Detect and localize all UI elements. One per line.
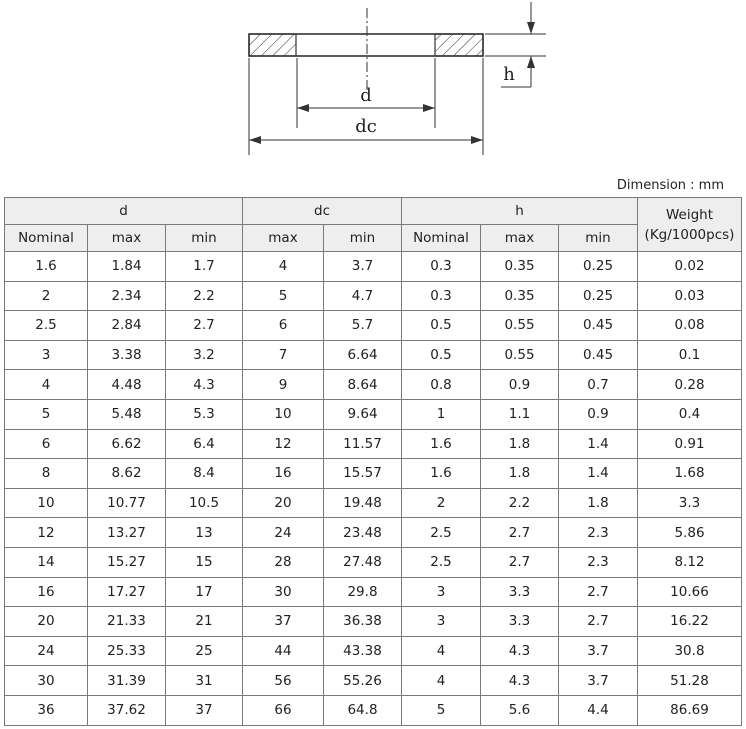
cell-d-nominal: 10 xyxy=(5,488,88,518)
header-h: h xyxy=(402,198,638,225)
cell-d-min: 13 xyxy=(166,518,243,548)
table-row xyxy=(5,370,742,400)
cell-dc-min: 15.57 xyxy=(324,459,402,489)
cell-dc-min: 9.64 xyxy=(324,399,402,429)
cell-dc-min: 29.8 xyxy=(324,577,402,607)
table-row xyxy=(5,281,742,311)
cell-h-max: 0.35 xyxy=(481,281,559,311)
subheader-d-nominal: Nominal xyxy=(5,225,88,252)
cell-h-min: 3.7 xyxy=(559,636,638,666)
cell-d-max: 8.62 xyxy=(88,459,166,489)
cell-weight: 3.3 xyxy=(638,488,742,518)
subheader-d-min: min xyxy=(166,225,243,252)
subheader-h-nominal: Nominal xyxy=(402,225,481,252)
subheader-d-max: max xyxy=(88,225,166,252)
cell-dc-min: 43.38 xyxy=(324,636,402,666)
label-d: d xyxy=(360,85,372,106)
cell-h-max: 0.9 xyxy=(481,370,559,400)
cell-d-nominal: 20 xyxy=(5,607,88,637)
cell-d-nominal: 3 xyxy=(5,340,88,370)
cell-d-nominal: 14 xyxy=(5,547,88,577)
cell-d-nominal: 2.5 xyxy=(5,311,88,341)
cell-h-nominal: 1 xyxy=(402,399,481,429)
washer-dimension-drawing xyxy=(0,0,746,170)
cell-d-max: 1.84 xyxy=(88,252,166,282)
cell-h-nominal: 0.3 xyxy=(402,252,481,282)
table-row xyxy=(5,429,742,459)
cell-dc-max: 28 xyxy=(243,547,324,577)
cell-d-min: 21 xyxy=(166,607,243,637)
cell-h-nominal: 2.5 xyxy=(402,547,481,577)
dimension-unit-note: Dimension : mm xyxy=(616,178,724,193)
cell-h-max: 1.8 xyxy=(481,429,559,459)
cell-weight: 0.03 xyxy=(638,281,742,311)
table-row xyxy=(5,695,742,725)
table-row xyxy=(5,340,742,370)
cell-dc-max: 6 xyxy=(243,311,324,341)
cell-h-nominal: 4 xyxy=(402,666,481,696)
cell-d-max: 2.34 xyxy=(88,281,166,311)
cell-h-max: 2.7 xyxy=(481,547,559,577)
cell-dc-max: 5 xyxy=(243,281,324,311)
cell-h-min: 2.3 xyxy=(559,518,638,548)
cell-h-min: 1.8 xyxy=(559,488,638,518)
table-row xyxy=(5,666,742,696)
cell-weight: 0.02 xyxy=(638,252,742,282)
cell-h-max: 1.8 xyxy=(481,459,559,489)
table-row xyxy=(5,488,742,518)
cell-h-min: 1.4 xyxy=(559,459,638,489)
cell-h-min: 0.25 xyxy=(559,281,638,311)
subheader-h-min: min xyxy=(559,225,638,252)
cell-d-min: 1.7 xyxy=(166,252,243,282)
cell-h-min: 0.45 xyxy=(559,311,638,341)
cell-d-min: 6.4 xyxy=(166,429,243,459)
cell-weight: 1.68 xyxy=(638,459,742,489)
cell-dc-max: 37 xyxy=(243,607,324,637)
cell-h-min: 2.3 xyxy=(559,547,638,577)
cell-dc-min: 19.48 xyxy=(324,488,402,518)
cell-dc-max: 30 xyxy=(243,577,324,607)
cell-weight: 0.08 xyxy=(638,311,742,341)
cell-dc-min: 36.38 xyxy=(324,607,402,637)
cell-d-max: 6.62 xyxy=(88,429,166,459)
cell-h-nominal: 2 xyxy=(402,488,481,518)
table-row xyxy=(5,607,742,637)
cell-d-nominal: 2 xyxy=(5,281,88,311)
cell-h-max: 2.7 xyxy=(481,518,559,548)
cell-h-nominal: 0.5 xyxy=(402,340,481,370)
cell-dc-max: 66 xyxy=(243,695,324,725)
header-dc: dc xyxy=(243,198,402,225)
cell-d-max: 21.33 xyxy=(88,607,166,637)
hatched-section-left xyxy=(249,34,296,56)
cell-h-min: 0.7 xyxy=(559,370,638,400)
subheader-dc-min: min xyxy=(324,225,402,252)
cell-d-min: 2.2 xyxy=(166,281,243,311)
cell-d-max: 25.33 xyxy=(88,636,166,666)
label-dc: dc xyxy=(355,116,377,137)
cell-d-min: 31 xyxy=(166,666,243,696)
cell-d-nominal: 36 xyxy=(5,695,88,725)
table-row xyxy=(5,547,742,577)
cell-h-nominal: 3 xyxy=(402,577,481,607)
washer-dimension-table xyxy=(4,197,742,726)
cell-d-min: 15 xyxy=(166,547,243,577)
cell-d-min: 25 xyxy=(166,636,243,666)
table-row xyxy=(5,459,742,489)
cell-d-max: 4.48 xyxy=(88,370,166,400)
cell-dc-max: 16 xyxy=(243,459,324,489)
cell-weight: 0.91 xyxy=(638,429,742,459)
cell-dc-min: 5.7 xyxy=(324,311,402,341)
cell-d-max: 15.27 xyxy=(88,547,166,577)
cell-h-nominal: 2.5 xyxy=(402,518,481,548)
cell-dc-max: 20 xyxy=(243,488,324,518)
cell-d-min: 5.3 xyxy=(166,399,243,429)
cell-dc-max: 9 xyxy=(243,370,324,400)
cell-h-max: 3.3 xyxy=(481,607,559,637)
cell-h-nominal: 1.6 xyxy=(402,459,481,489)
cell-h-min: 0.9 xyxy=(559,399,638,429)
cell-d-max: 31.39 xyxy=(88,666,166,696)
cell-d-max: 37.62 xyxy=(88,695,166,725)
cell-h-min: 2.7 xyxy=(559,607,638,637)
cell-d-min: 37 xyxy=(166,695,243,725)
cell-d-nominal: 12 xyxy=(5,518,88,548)
cell-dc-min: 27.48 xyxy=(324,547,402,577)
cell-weight: 10.66 xyxy=(638,577,742,607)
cell-dc-min: 6.64 xyxy=(324,340,402,370)
header-weight-line2: (Kg/1000pcs) xyxy=(644,226,735,243)
cell-h-nominal: 4 xyxy=(402,636,481,666)
cell-d-nominal: 6 xyxy=(5,429,88,459)
cell-dc-min: 8.64 xyxy=(324,370,402,400)
cell-h-nominal: 0.8 xyxy=(402,370,481,400)
cell-d-max: 13.27 xyxy=(88,518,166,548)
cell-dc-max: 12 xyxy=(243,429,324,459)
cell-weight: 0.28 xyxy=(638,370,742,400)
cell-h-max: 2.2 xyxy=(481,488,559,518)
cell-dc-min: 11.57 xyxy=(324,429,402,459)
cell-h-nominal: 1.6 xyxy=(402,429,481,459)
cell-d-nominal: 16 xyxy=(5,577,88,607)
hatched-section-right xyxy=(435,34,483,56)
cell-h-max: 0.35 xyxy=(481,252,559,282)
cell-weight: 0.4 xyxy=(638,399,742,429)
table-row xyxy=(5,311,742,341)
cell-h-nominal: 3 xyxy=(402,607,481,637)
cell-d-min: 17 xyxy=(166,577,243,607)
cell-weight: 16.22 xyxy=(638,607,742,637)
cell-d-nominal: 1.6 xyxy=(5,252,88,282)
header-weight-line1: Weight xyxy=(665,206,714,223)
cell-d-nominal: 5 xyxy=(5,399,88,429)
cell-h-max: 0.55 xyxy=(481,340,559,370)
table-row xyxy=(5,252,742,282)
cell-d-nominal: 8 xyxy=(5,459,88,489)
table-row xyxy=(5,577,742,607)
cell-d-nominal: 4 xyxy=(5,370,88,400)
cell-d-min: 8.4 xyxy=(166,459,243,489)
cell-dc-max: 4 xyxy=(243,252,324,282)
cell-dc-min: 64.8 xyxy=(324,695,402,725)
cell-dc-min: 23.48 xyxy=(324,518,402,548)
table-body xyxy=(5,252,742,726)
header-d: d xyxy=(5,198,243,225)
cell-dc-max: 10 xyxy=(243,399,324,429)
cell-h-min: 0.25 xyxy=(559,252,638,282)
table-row xyxy=(5,518,742,548)
cell-d-nominal: 24 xyxy=(5,636,88,666)
subheader-h-max: max xyxy=(481,225,559,252)
cell-d-max: 2.84 xyxy=(88,311,166,341)
cell-h-nominal: 0.5 xyxy=(402,311,481,341)
cell-dc-max: 7 xyxy=(243,340,324,370)
cell-weight: 51.28 xyxy=(638,666,742,696)
cell-h-max: 5.6 xyxy=(481,695,559,725)
cell-h-nominal: 0.3 xyxy=(402,281,481,311)
cell-h-max: 1.1 xyxy=(481,399,559,429)
cell-dc-max: 24 xyxy=(243,518,324,548)
cell-h-nominal: 5 xyxy=(402,695,481,725)
cell-weight: 86.69 xyxy=(638,695,742,725)
cell-h-min: 1.4 xyxy=(559,429,638,459)
cell-d-min: 2.7 xyxy=(166,311,243,341)
cell-h-max: 0.55 xyxy=(481,311,559,341)
cell-weight: 8.12 xyxy=(638,547,742,577)
cell-d-min: 4.3 xyxy=(166,370,243,400)
label-h: h xyxy=(503,64,515,85)
cell-d-max: 5.48 xyxy=(88,399,166,429)
cell-h-min: 2.7 xyxy=(559,577,638,607)
cell-weight: 0.1 xyxy=(638,340,742,370)
cell-d-max: 17.27 xyxy=(88,577,166,607)
table-row xyxy=(5,636,742,666)
cell-weight: 5.86 xyxy=(638,518,742,548)
subheader-dc-max: max xyxy=(243,225,324,252)
cell-dc-min: 4.7 xyxy=(324,281,402,311)
cell-h-min: 3.7 xyxy=(559,666,638,696)
cell-h-max: 4.3 xyxy=(481,636,559,666)
cell-d-max: 10.77 xyxy=(88,488,166,518)
cell-d-max: 3.38 xyxy=(88,340,166,370)
cell-dc-max: 56 xyxy=(243,666,324,696)
cell-dc-max: 44 xyxy=(243,636,324,666)
cell-d-nominal: 30 xyxy=(5,666,88,696)
cell-h-max: 4.3 xyxy=(481,666,559,696)
cell-d-min: 10.5 xyxy=(166,488,243,518)
header-weight xyxy=(638,198,742,252)
cell-d-min: 3.2 xyxy=(166,340,243,370)
cell-dc-min: 55.26 xyxy=(324,666,402,696)
cell-h-max: 3.3 xyxy=(481,577,559,607)
cell-h-min: 0.45 xyxy=(559,340,638,370)
table-group-header-row xyxy=(5,198,742,225)
cell-h-min: 4.4 xyxy=(559,695,638,725)
table-sub-header-row xyxy=(5,225,742,252)
cell-weight: 30.8 xyxy=(638,636,742,666)
cell-dc-min: 3.7 xyxy=(324,252,402,282)
table-row xyxy=(5,399,742,429)
